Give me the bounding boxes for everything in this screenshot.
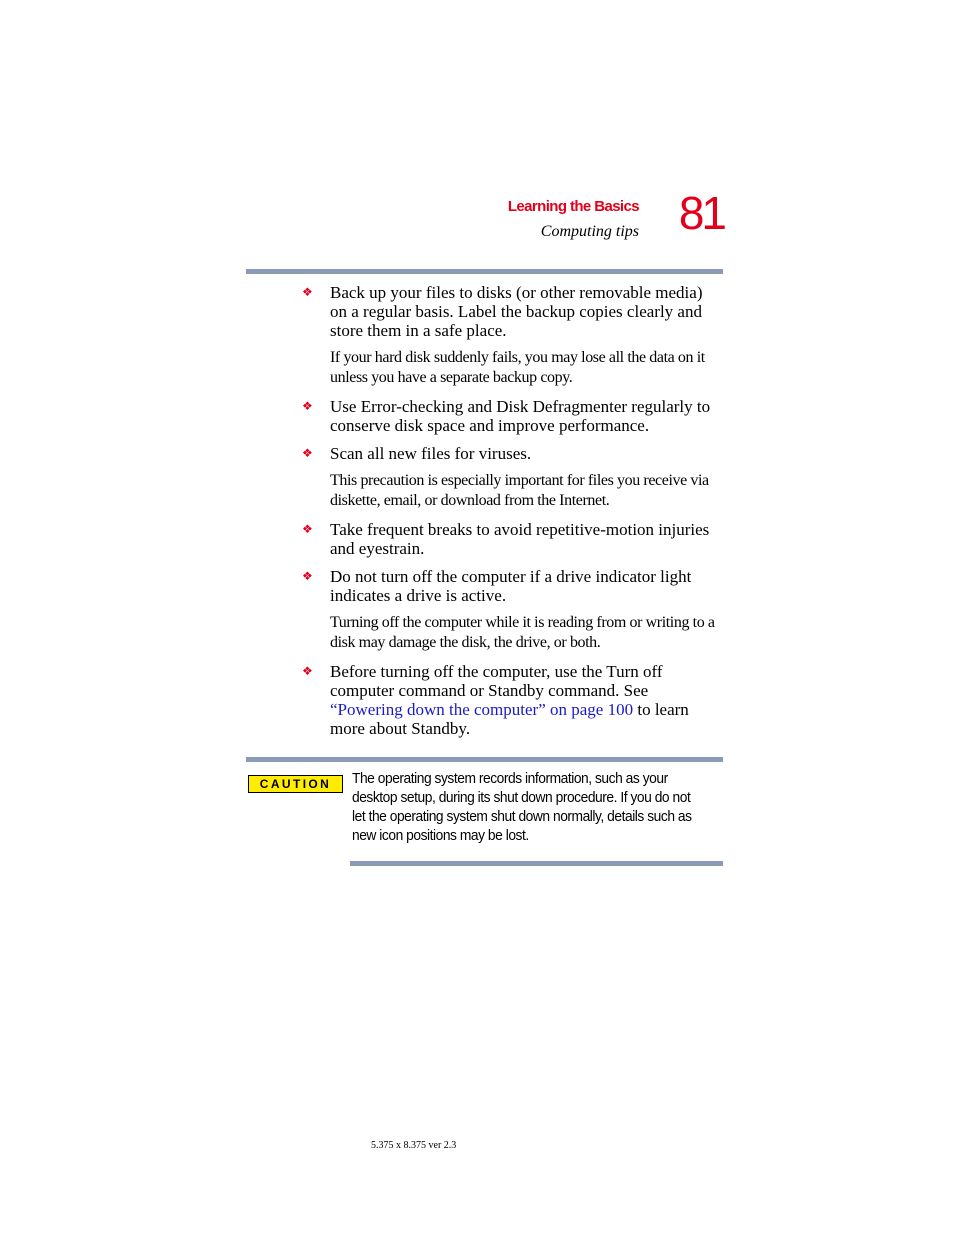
list-item-text xyxy=(330,662,724,738)
list-item-text: Use Error-checking and Disk Defragmenter regularly to conserve disk space and improve performance. xyxy=(330,397,711,435)
list-item xyxy=(300,283,724,340)
caution-badge: CAUTION xyxy=(248,775,343,793)
list-item xyxy=(300,662,724,738)
list-item-text: Back up your files to disks (or other removable media) on a regular basis. Label the backup copies clearly and store them in a safe place. xyxy=(330,283,703,340)
list-item-text-after: to learn more about Standby. xyxy=(330,700,689,738)
diamond-bullet-icon: ❖ xyxy=(302,399,313,413)
top-divider xyxy=(246,269,723,274)
diamond-bullet-icon: ❖ xyxy=(302,522,313,536)
list-item xyxy=(300,444,724,463)
caution-top-divider xyxy=(246,757,723,762)
list-item-text: Take frequent breaks to avoid repetitive-motion injuries and eyestrain. xyxy=(330,520,710,558)
list-item-text-before: Before turning off the computer, use the Turn off computer command or Standby command. See xyxy=(330,662,663,700)
list-item-text: Do not turn off the computer if a drive indicator light indicates a drive is active. xyxy=(330,567,692,605)
diamond-bullet-icon: ❖ xyxy=(302,664,313,678)
list-item xyxy=(300,397,724,435)
diamond-bullet-icon: ❖ xyxy=(302,285,313,299)
caution-bottom-divider xyxy=(350,861,723,866)
tips-list xyxy=(300,283,724,747)
caution-text: The operating system records information, such as your desktop setup, during its shut down procedure. If you do not let the operating system shut down normally, details such as new icon positions may be lost. xyxy=(352,770,692,844)
list-item-note: This precaution is especially important for files you receive via diskette, email, or download from the Internet. xyxy=(330,472,709,509)
list-item-note: Turning off the computer while it is reading from or writing to a disk may damage the disk, the drive, or both. xyxy=(330,614,715,651)
list-item xyxy=(300,567,724,605)
page-footer: 5.375 x 8.375 ver 2.3 xyxy=(371,1140,457,1151)
diamond-bullet-icon: ❖ xyxy=(302,569,313,583)
list-item-note: If your hard disk suddenly fails, you may lose all the data on it unless you have a separate backup copy. xyxy=(330,349,705,386)
list-item xyxy=(300,520,724,558)
list-item-text: Scan all new files for viruses. xyxy=(330,444,532,463)
diamond-bullet-icon: ❖ xyxy=(302,446,313,460)
page-number: 81 xyxy=(678,187,724,239)
powering-down-link[interactable]: “Powering down the computer” on page 100 xyxy=(330,700,634,719)
chapter-title: Learning the Basics xyxy=(507,198,639,215)
section-title: Computing tips xyxy=(540,223,639,240)
